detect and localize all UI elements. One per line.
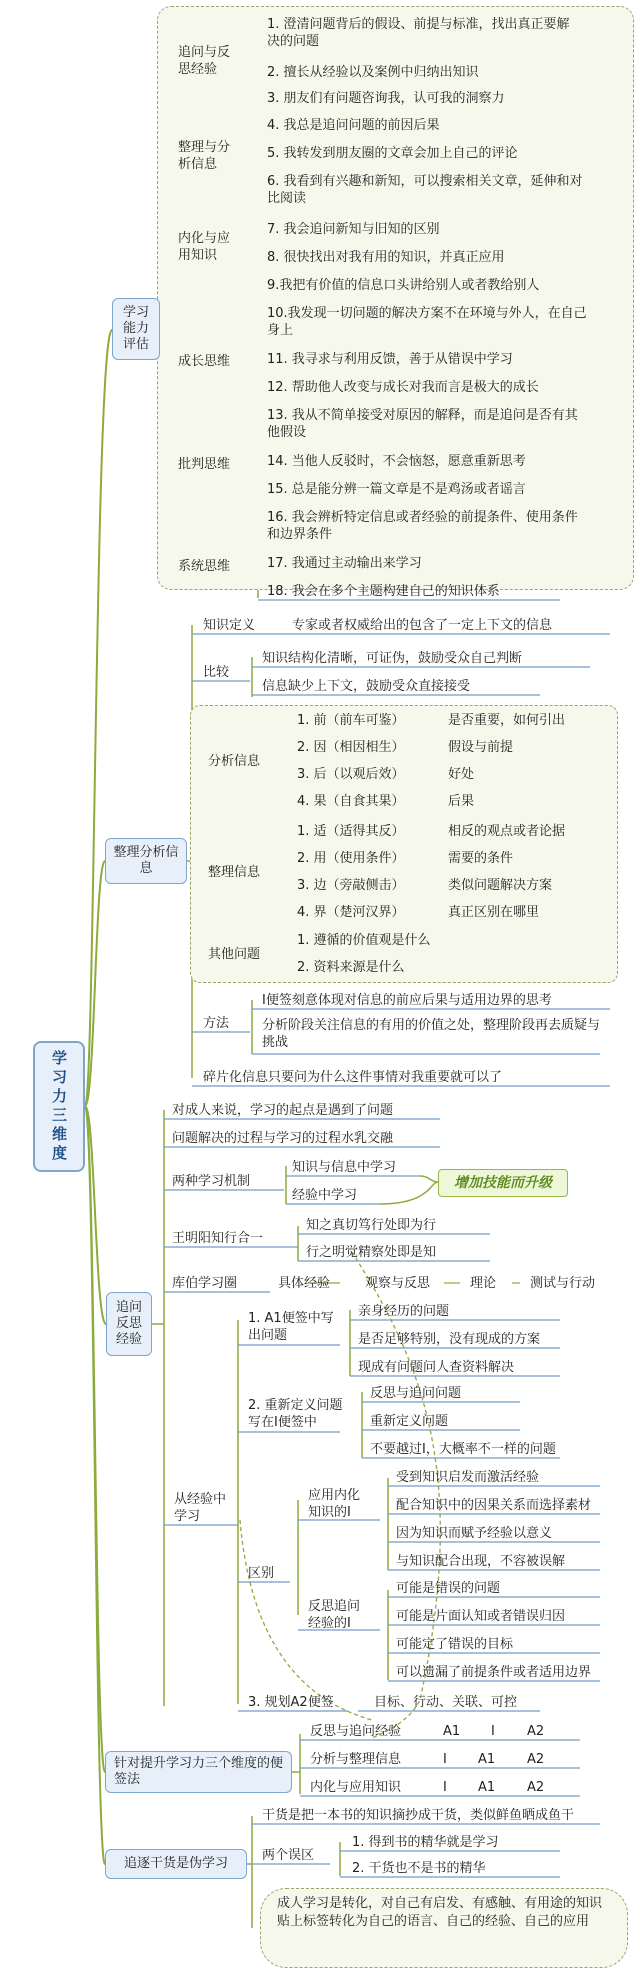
assessment-item-4: 4. 我总是追问问题的前因后果 — [267, 118, 440, 133]
reflect-item-1: 可能是错误的问题 — [396, 1581, 501, 1596]
learning-mechanisms-label: 两种学习机制 — [172, 1174, 251, 1189]
assessment-item-6: 6. 我看到有兴趣和新知，可以搜索相关文章，延伸和对比阅读 — [267, 174, 583, 206]
organize-info-label: 整理信息 — [208, 865, 261, 880]
note-row-1-c3: A2 — [527, 1724, 545, 1739]
assessment-item-11: 11. 我寻求与利用反馈，善于从错误中学习 — [267, 352, 513, 367]
method-item-1: I便签刻意体现对信息的前应后果与适用边界的思考 — [262, 993, 552, 1008]
branch-label: 追问反思经验 — [115, 1300, 142, 1347]
other-question-1: 1. 遵循的价值观是什么 — [297, 933, 431, 948]
assessment-item-3: 3. 朋友们有问题咨询我，认可我的洞察力 — [267, 91, 505, 106]
reflect-experience-label: 反思追问经验的I — [308, 1599, 361, 1631]
problem-solving-learning: 问题解决的过程与学习的过程水乳交融 — [172, 1131, 394, 1146]
note-row-2-c3: A2 — [527, 1752, 545, 1767]
two-misconceptions-label: 两个误区 — [262, 1848, 315, 1863]
reflect-item-3: 可能定了错误的目标 — [396, 1637, 514, 1652]
group-label-growth: 成长思维 — [178, 354, 231, 369]
badge-link — [420, 1176, 438, 1182]
adult-learning-start: 对成人来说，学习的起点是遇到了问题 — [172, 1103, 394, 1118]
kolb-step-concrete: 具体经验 — [278, 1276, 331, 1291]
wang-yangming-label: 王明阳知行合一 — [172, 1231, 264, 1246]
a1-note-label: 1. A1便签中写出问题 — [248, 1311, 334, 1343]
wang-item-1: 知之真切笃行处即为行 — [306, 1218, 437, 1233]
organize-value-4: 真正区别在哪里 — [448, 905, 540, 920]
reflect-item-4: 可以遗漏了前提条件或者适用边界 — [396, 1665, 592, 1680]
group-label-reflect-experience: 追问与反思经验 — [178, 45, 231, 77]
analyze-key-4: 4. 果（自食其果） — [297, 794, 405, 809]
branch-label: 整理分析信息 — [113, 845, 179, 876]
organize-key-3: 3. 边（旁敲侧击） — [297, 878, 405, 893]
note-row-2-label: 分析与整理信息 — [310, 1752, 402, 1767]
badge-link — [380, 1182, 438, 1204]
branch-organize-analyze[interactable] — [105, 838, 187, 884]
redefine-item-1: 反思与追问问题 — [370, 1386, 462, 1401]
redefine-item-2: 重新定义问题 — [370, 1414, 449, 1429]
organize-value-2: 需要的条件 — [448, 851, 514, 866]
assessment-item-13: 13. 我从不简单接受对原因的解释，而是追问是否有其他假设 — [267, 408, 578, 440]
assessment-item-5: 5. 我转发到朋友圈的文章会加上自己的评论 — [267, 146, 518, 161]
note-row-3-label: 内化与应用知识 — [310, 1780, 402, 1795]
misconception-1: 1. 得到书的精华就是学习 — [352, 1835, 499, 1850]
note-row-1-label: 反思与追问经验 — [310, 1724, 402, 1739]
organize-key-2: 2. 用（使用条件） — [297, 851, 405, 866]
apply-item-3: 因为知识而赋予经验以意义 — [396, 1526, 553, 1541]
other-questions-label: 其他问题 — [208, 947, 261, 962]
compare-item-2: 信息缺少上下文，鼓励受众直接接受 — [262, 679, 471, 694]
a1-item-2: 是否足够特别，没有现成的方案 — [358, 1332, 541, 1347]
analyze-info-label: 分析信息 — [208, 754, 261, 769]
apply-item-1: 受到知识启发而激活经验 — [396, 1470, 540, 1485]
assessment-item-10: 10.我发现一切问题的解决方案不在环境与外人，在自己身上 — [267, 306, 587, 338]
organize-value-1: 相反的观点或者论据 — [448, 824, 566, 839]
apply-knowledge-label: 应用内化知识的I — [308, 1488, 361, 1520]
assessment-item-8: 8. 很快找出对我有用的知识，并真正应用 — [267, 250, 505, 265]
group-label-internalize: 内化与应用知识 — [178, 231, 231, 263]
branch-learning-assessment[interactable] — [112, 298, 160, 360]
assessment-item-18: 18. 我会在多个主题构建自己的知识体系 — [267, 584, 500, 599]
redefine-item-3: 不要越过I，大概率不一样的问题 — [370, 1442, 556, 1457]
group-label-critical: 批判思维 — [178, 457, 231, 472]
group-label-organize-info: 整理与分析信息 — [178, 140, 231, 172]
note-row-3-c1: I — [443, 1780, 447, 1795]
branch-dry-goods[interactable] — [105, 1849, 247, 1879]
kolb-cycle-label: 库伯学习圈 — [172, 1276, 238, 1291]
note-row-3-c2: A1 — [478, 1780, 496, 1795]
fragment-info-text: 碎片化信息只要问为什么这件事情对我重要就可以了 — [203, 1070, 503, 1085]
root-link-b1 — [85, 330, 112, 1106]
skill-upgrade-badge: 增加技能而升级 — [438, 1169, 568, 1197]
learn-from-experience-label: 从经验中学习 — [174, 1492, 227, 1524]
kolb-step-observe: 观察与反思 — [365, 1276, 431, 1291]
a1-item-1: 亲身经历的问题 — [358, 1304, 450, 1319]
note-row-1-c1: A1 — [443, 1724, 461, 1739]
note-row-2-c2: A1 — [478, 1752, 496, 1767]
branch-note-method[interactable] — [105, 1751, 292, 1793]
assessment-item-12: 12. 帮助他人改变与成长对我而言是极大的成长 — [267, 380, 539, 395]
assessment-item-15: 15. 总是能分辨一篇文章是不是鸡汤或者谣言 — [267, 482, 526, 497]
note-row-2-c1: I — [443, 1752, 447, 1767]
mechanism-experience: 经验中学习 — [292, 1188, 358, 1203]
adult-learning-note: 成人学习是转化，对自己有启发、有感触、有用途的知识贴上标签转化为自己的语言、自己的经验、自己的应用 — [260, 1888, 628, 1968]
wang-item-2: 行之明觉精察处即是知 — [306, 1245, 437, 1260]
dry-goods-definition: 干货是把一本书的知识摘抄成干货，类似鲜鱼晒成鱼干 — [262, 1808, 575, 1823]
root-node[interactable]: 学习力三维度 — [33, 1041, 85, 1172]
apply-item-2: 配合知识中的因果关系而选择素材 — [396, 1498, 592, 1513]
assessment-item-7: 7. 我会追问新知与旧知的区别 — [267, 222, 440, 237]
other-question-2: 2. 资料来源是什么 — [297, 960, 405, 975]
knowledge-definition-label: 知识定义 — [203, 618, 256, 633]
mechanism-knowledge: 知识与信息中学习 — [292, 1160, 397, 1175]
redefine-note-label: 2. 重新定义问题写在I便签中 — [248, 1398, 343, 1430]
misconception-2: 2. 干货也不是书的精华 — [352, 1861, 486, 1876]
analyze-key-3: 3. 后（以观后效） — [297, 767, 405, 782]
analyze-key-2: 2. 因（相因相生） — [297, 740, 405, 755]
note-row-3-c3: A2 — [527, 1780, 545, 1795]
analyze-value-2: 假设与前提 — [448, 740, 514, 755]
method-label: 方法 — [203, 1016, 230, 1031]
analyze-key-1: 1. 前（前车可鉴） — [297, 713, 405, 728]
organize-value-3: 类似问题解决方案 — [448, 878, 553, 893]
assessment-item-14: 14. 当他人反驳时，不会恼怒，愿意重新思考 — [267, 454, 526, 469]
branch-label: 学习能力评估 — [122, 305, 149, 352]
assessment-item-17: 17. 我通过主动输出来学习 — [267, 556, 422, 571]
note-row-1-c2: I — [491, 1724, 495, 1739]
reflect-item-2: 可能是片面认知或者错误归因 — [396, 1609, 566, 1624]
assessment-item-9: 9.我把有价值的信息口头讲给别人或者教给别人 — [267, 278, 540, 293]
apply-item-4: 与知识配合出现，不容被误解 — [396, 1554, 566, 1569]
branch-label: 追逐干货是伪学习 — [123, 1856, 228, 1871]
a1-item-3: 现成有问题问人查资料解决 — [358, 1360, 515, 1375]
a2-note-text: 目标、行动、关联、可控 — [374, 1695, 518, 1710]
assessment-item-2: 2. 擅长从经验以及案例中归纳出知识 — [267, 65, 479, 80]
kolb-step-theory: 理论 — [470, 1276, 497, 1291]
organize-key-1: 1. 适（适得其反） — [297, 824, 405, 839]
branch-label: 针对提升学习力三个维度的便签法 — [114, 1756, 284, 1787]
knowledge-definition-text: 专家或者权威给出的包含了一定上下文的信息 — [292, 618, 553, 633]
kolb-step-test: 测试与行动 — [530, 1276, 596, 1291]
compare-item-1: 知识结构化清晰，可证伪，鼓励受众自己判断 — [262, 651, 523, 666]
analyze-value-1: 是否重要，如何引出 — [448, 713, 566, 728]
difference-label: 区别 — [248, 1566, 275, 1581]
compare-label: 比较 — [203, 665, 230, 680]
branch-reflect-experience[interactable] — [106, 1292, 152, 1356]
analyze-value-4: 后果 — [448, 794, 475, 809]
analyze-value-3: 好处 — [448, 767, 475, 782]
assessment-item-1: 1. 澄清问题背后的假设、前提与标准，找出真正要解决的问题 — [267, 17, 570, 49]
organize-key-4: 4. 界（楚河汉界） — [297, 905, 405, 920]
assessment-item-16: 16. 我会辨析特定信息或者经验的前提条件、使用条件和边界条件 — [267, 510, 578, 542]
method-item-2: 分析阶段关注信息的有用的价值之处，整理阶段再去质疑与挑战 — [262, 1018, 601, 1050]
a2-note-label: 3. 规划A2便签 — [248, 1695, 334, 1710]
group-label-systems: 系统思维 — [178, 559, 231, 574]
